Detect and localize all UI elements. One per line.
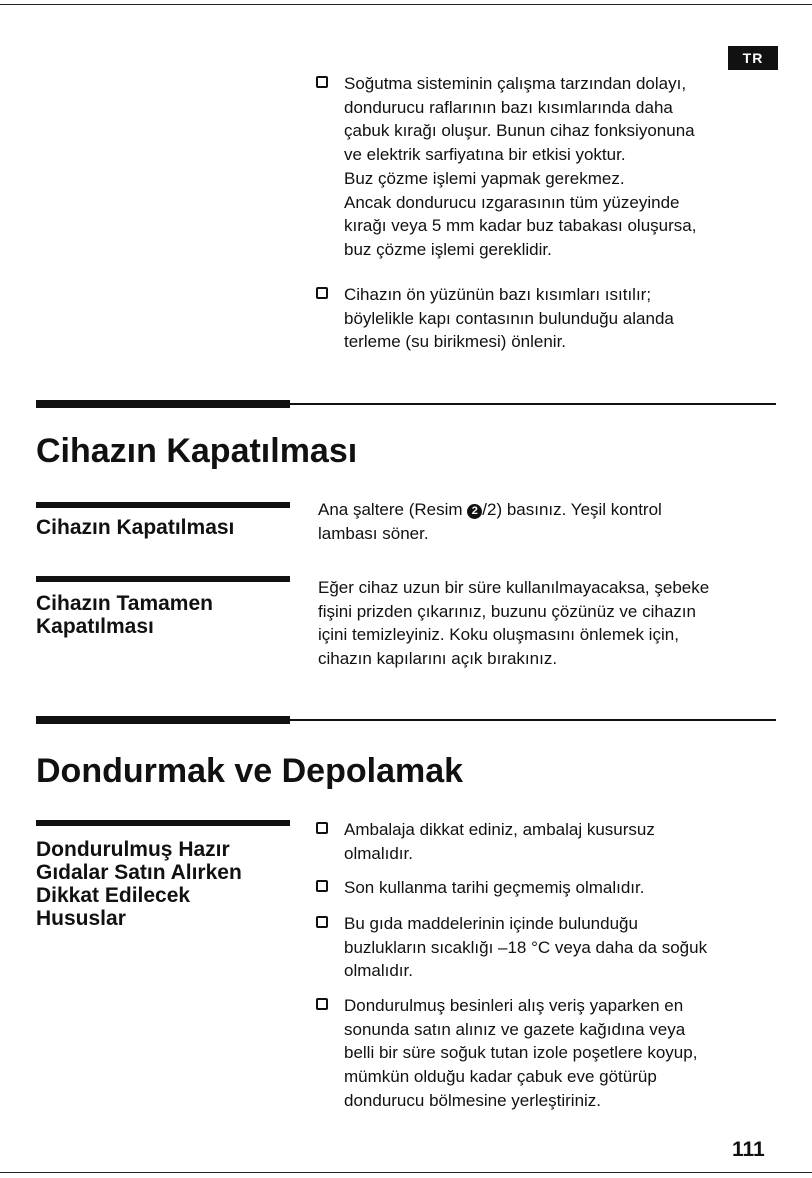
intro-bullet-1 xyxy=(316,72,776,262)
subsection-rule xyxy=(36,576,290,582)
intro-bullet-text: Soğutma sisteminin çalışma tarzından dolayı, dondurucu raflarının bazı kısımlarında daha çabuk kırağı oluşur. Bunun cihaz fonksiyonuna ve elektrik sarfiyatına bir etkisi yoktur. Buz çözme işlemi yapmak gerekmez. Ancak dondurucu ızgarasının tüm yüzeyinde kırağı veya 5 mm kadar buz tabakası oluşursa, buz çözme işlemi gereklidir. xyxy=(344,74,697,259)
bottom-edge-line xyxy=(0,1172,812,1173)
subheading-switch-off: Cihazın Kapatılması xyxy=(36,516,235,539)
top-edge-line xyxy=(0,4,812,5)
checkbox-bullet-icon xyxy=(316,880,328,892)
checkbox-bullet-icon xyxy=(316,998,328,1010)
list-item: Son kullanma tarihi geçmemiş olmalıdır. xyxy=(316,876,776,900)
subheading-buying-frozen-food: Dondurulmuş Hazır Gıdalar Satın Alırken Dikkat Edilecek Hususlar xyxy=(36,838,242,930)
intro-bullet-2 xyxy=(316,283,776,354)
section-rule-thin xyxy=(290,719,776,721)
section-rule-thin xyxy=(290,403,776,405)
section-title-switch-off: Cihazın Kapatılması xyxy=(36,432,358,470)
language-badge: TR xyxy=(728,46,778,70)
page-number: 111 xyxy=(732,1138,765,1161)
list-item: Dondurulmuş besinleri alış veriş yaparken en sonunda satın alınız ve gazete kağıdına veya belli bir süre soğuk tutan izole poşetlere koyup, mümkün olduğu kadar çabuk eve götürüp dondurucu bölmesine yerleştiriniz. xyxy=(316,994,776,1113)
section-rule-thick xyxy=(36,400,290,408)
checkbox-bullet-icon xyxy=(316,916,328,928)
checkbox-bullet-icon xyxy=(316,287,328,299)
subsection-rule xyxy=(36,820,290,826)
list-item: Ambalaja dikkat ediniz, ambalaj kusursuz olmalıdır. xyxy=(316,818,776,865)
list-item: Bu gıda maddelerinin içinde bulunduğu buzlukların sıcaklığı –18 °C veya daha da soğuk olmalıdır. xyxy=(316,912,776,983)
subheading-full-shutdown: Cihazın Tamamen Kapatılması xyxy=(36,592,213,638)
checkbox-bullet-icon xyxy=(316,822,328,834)
switch-off-text: Ana şaltere (Resim 2 /2) basınız. Yeşil kontrol lambası söner. xyxy=(318,500,662,543)
checkbox-bullet-icon xyxy=(316,76,328,88)
full-shutdown-text: Eğer cihaz uzun bir süre kullanılmayacaksa, şebeke fişini prizden çıkarınız, buzunu çözünüz ve cihazın içini temizleyiniz. Koku oluşmasını önlemek için, cihazın kapılarını açık bırakınız. xyxy=(318,578,710,669)
section-title-freezing: Dondurmak ve Depolamak xyxy=(36,752,464,790)
figure-number-icon: 2 xyxy=(467,504,482,519)
subsection-rule xyxy=(36,502,290,508)
intro-bullet-text: Cihazın ön yüzünün bazı kısımları ısıtılır; böylelikle kapı contasının bulunduğu alanda terleme (su birikmesi) önlenir. xyxy=(344,285,674,352)
section-rule-thick xyxy=(36,716,290,724)
